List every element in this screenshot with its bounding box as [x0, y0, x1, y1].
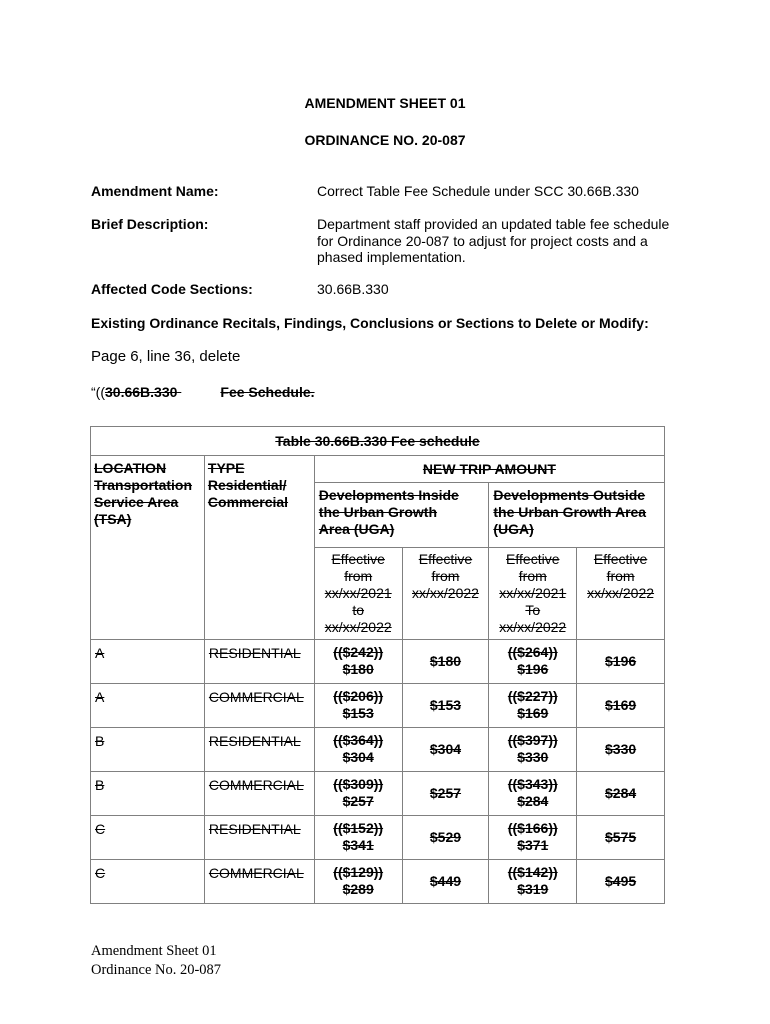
new-amount: $330: [517, 749, 549, 765]
outside-2021-cell: [489, 860, 577, 904]
section-prefix: “((: [91, 384, 105, 400]
inside-2022-cell: $180: [402, 640, 489, 684]
location-cell: A: [91, 684, 205, 728]
type-cell: COMMERCIAL: [204, 860, 314, 904]
effective-line: xx/xx/2021: [324, 585, 392, 601]
effective-line: from: [344, 568, 373, 584]
ordinance-number: ORDINANCE NO. 20-087: [304, 132, 466, 148]
old-amount: (($264)): [507, 644, 558, 660]
type-cell: COMMERCIAL: [204, 684, 314, 728]
brief-description-label: Brief Description:: [91, 216, 209, 232]
outside-2022-cell: $575: [577, 816, 665, 860]
amendment-name-value: Correct Table Fee Schedule under SCC 30.66B.330: [317, 183, 639, 199]
footer-line-amendment: Amendment Sheet 01: [91, 943, 217, 959]
new-amount: $319: [517, 881, 549, 897]
effective-line: xx/xx/2021: [499, 585, 567, 601]
inside-uga-header-line: Developments Inside: [318, 487, 459, 503]
new-amount: $153: [342, 705, 374, 721]
new-amount: $341: [342, 837, 374, 853]
old-amount: (($343)): [507, 776, 558, 792]
inside-2021-cell: [314, 772, 402, 816]
new-amount: $371: [517, 837, 549, 853]
outside-2021-cell: [489, 772, 577, 816]
effective-line: to: [352, 602, 365, 618]
old-amount: (($152)): [333, 820, 384, 836]
location-cell: A: [91, 640, 205, 684]
old-amount: (($129)): [333, 864, 384, 880]
location-header-line: (TSA): [94, 511, 132, 527]
brief-description-value: [317, 216, 677, 266]
outside-uga-header-line: the Urban Growth Area: [493, 504, 647, 520]
inside-2022-cell: $257: [402, 772, 489, 816]
amendment-name-label: Amendment Name:: [91, 183, 219, 199]
effective-header-inside-1: [314, 548, 402, 640]
outside-2022-cell: $495: [577, 860, 665, 904]
location-header-line: LOCATION: [94, 460, 167, 476]
effective-line: Effective: [506, 551, 560, 567]
old-amount: (($206)): [333, 688, 384, 704]
document-title: AMENDMENT SHEET 01: [304, 95, 466, 111]
old-amount: (($142)): [507, 864, 558, 880]
effective-line: xx/xx/2022: [324, 619, 392, 635]
type-cell: RESIDENTIAL: [204, 728, 314, 772]
existing-ordinance-heading: Existing Ordinance Recitals, Findings, Conclusions or Sections to Delete or Modify:: [91, 315, 649, 331]
inside-2022-cell: $304: [402, 728, 489, 772]
outside-2022-cell: $196: [577, 640, 665, 684]
location-cell: C: [91, 860, 205, 904]
effective-line: Effective: [331, 551, 385, 567]
inside-2021-cell: [314, 816, 402, 860]
outside-2022-cell: $169: [577, 684, 665, 728]
table-row: [91, 860, 665, 904]
effective-header-outside-1: [489, 548, 577, 640]
location-cell: B: [91, 728, 205, 772]
new-amount: $180: [342, 661, 374, 677]
effective-line: xx/xx/2022: [412, 585, 479, 601]
location-header: [91, 456, 205, 640]
old-amount: (($227)): [507, 688, 558, 704]
old-amount: (($309)): [333, 776, 384, 792]
section-heading: [91, 384, 315, 400]
old-amount: (($242)): [333, 644, 384, 660]
old-amount: (($166)): [507, 820, 558, 836]
brief-description-line: Department staff provided an updated table fee schedule: [317, 216, 670, 232]
effective-line: To: [525, 602, 541, 618]
new-amount: $196: [517, 661, 549, 677]
outside-uga-header-line: (UGA): [493, 521, 534, 537]
affected-sections-label: Affected Code Sections:: [91, 281, 253, 297]
outside-2022-cell: $330: [577, 728, 665, 772]
inside-2022-cell: $449: [402, 860, 489, 904]
new-amount: $169: [517, 705, 549, 721]
new-amount: $284: [517, 793, 549, 809]
type-header: [204, 456, 314, 640]
type-cell: COMMERCIAL: [204, 772, 314, 816]
outside-2021-cell: [489, 816, 577, 860]
location-cell: C: [91, 816, 205, 860]
inside-uga-header-line: the Urban Growth: [318, 504, 438, 520]
new-amount: $257: [342, 793, 374, 809]
section-spacer: [177, 384, 220, 400]
effective-line: Effective: [593, 551, 648, 567]
table-row: [91, 640, 665, 684]
type-cell: RESIDENTIAL: [204, 640, 314, 684]
footer: [91, 942, 221, 980]
inside-2022-cell: $529: [402, 816, 489, 860]
outside-2021-cell: [489, 640, 577, 684]
table-title: Table 30.66B.330 Fee schedule: [91, 427, 665, 456]
inside-2021-cell: [314, 640, 402, 684]
inside-uga-header: [314, 483, 489, 548]
brief-description-line: for Ordinance 20-087 to adjust for project costs and a: [317, 232, 648, 249]
location-header-line: Service Area: [94, 494, 179, 510]
type-cell: RESIDENTIAL: [204, 816, 314, 860]
footer-line-ordinance: Ordinance No. 20-087: [91, 962, 222, 978]
type-header-line: TYPE: [207, 460, 245, 476]
outside-2021-cell: [489, 684, 577, 728]
fee-schedule-table: [90, 426, 665, 904]
outside-2022-cell: $284: [577, 772, 665, 816]
section-number: 30.66B.330: [105, 384, 178, 400]
effective-header-outside-2: [577, 548, 665, 640]
old-amount: (($397)): [507, 732, 558, 748]
inside-2021-cell: [314, 860, 402, 904]
effective-line: from: [431, 568, 460, 584]
effective-line: from: [606, 568, 635, 584]
effective-line: xx/xx/2022: [587, 585, 655, 601]
location-cell: B: [91, 772, 205, 816]
effective-line: from: [518, 568, 547, 584]
affected-sections-value: 30.66B.330: [317, 281, 389, 297]
old-amount: (($364)): [333, 732, 384, 748]
inside-2021-cell: [314, 728, 402, 772]
inside-uga-header-line: Area (UGA): [318, 521, 395, 537]
location-header-line: Transportation: [94, 477, 193, 493]
new-trip-amount-header: NEW TRIP AMOUNT: [314, 456, 664, 483]
new-amount: $289: [342, 881, 374, 897]
inside-2021-cell: [314, 684, 402, 728]
effective-line: Effective: [418, 551, 473, 567]
outside-2021-cell: [489, 728, 577, 772]
table-row: [91, 772, 665, 816]
type-header-line: Commercial: [207, 494, 289, 510]
inside-2022-cell: $153: [402, 684, 489, 728]
effective-header-inside-2: [402, 548, 489, 640]
type-header-line: Residential/: [207, 477, 287, 493]
table-row: [91, 728, 665, 772]
brief-description-line: phased implementation.: [317, 249, 466, 265]
section-title: Fee Schedule.: [220, 384, 315, 400]
effective-line: xx/xx/2022: [499, 619, 567, 635]
outside-uga-header: [489, 483, 665, 548]
table-row: [91, 816, 665, 860]
outside-uga-header-line: Developments Outside: [493, 487, 646, 503]
table-row: [91, 684, 665, 728]
page-line-instruction: Page 6, line 36, delete: [91, 348, 241, 365]
new-amount: $304: [342, 749, 374, 765]
